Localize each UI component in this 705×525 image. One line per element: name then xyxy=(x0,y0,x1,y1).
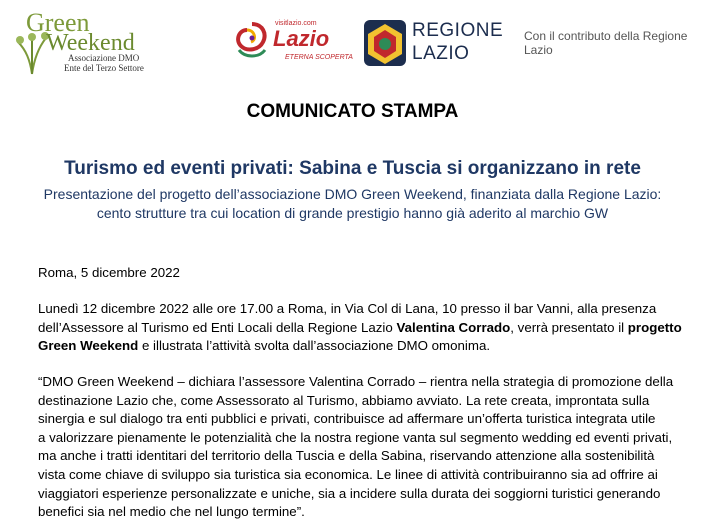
p1-text: e illustrata l’attività svolta dall’associazione DMO omonima. xyxy=(138,338,491,354)
paragraph-2-line: benefici sia nel medio che nel lungo termine”. xyxy=(38,504,305,520)
paragraph-2 xyxy=(38,373,678,522)
paragraph-2-line: vista come chiave di sviluppo sia turistica sia economica. Le linee di attività contribuiranno sia ad offrire ai xyxy=(38,466,658,482)
regione-lazio-crest-icon xyxy=(362,18,408,68)
gw-logo-sub1: Associazione DMO xyxy=(68,53,140,63)
visit-lazio-logo xyxy=(233,18,353,68)
paragraph-1-line xyxy=(38,337,678,356)
gw-logo-sub2: Ente del Terzo Settore xyxy=(64,63,144,73)
lazio-swirl-icon xyxy=(233,20,271,60)
paragraph-1-line: Lunedì 12 dicembre 2022 alle ore 17.00 a Roma, in Via Col di Lana, 10 presso il bar Vanni, alla presenza xyxy=(38,301,657,316)
paragraph-2-line: sinergia e sul dialogo tra enti pubblici e privati, contribuisce ad affermare un’offerta turistica integrata utile xyxy=(38,411,656,427)
gw-logo-line1: Green xyxy=(26,8,90,37)
p1-text: , verrà presentato il xyxy=(510,319,628,335)
comunicato-heading: COMUNICATO STAMPA xyxy=(246,101,459,122)
paragraph-1 xyxy=(38,300,682,356)
press-subtitle-line1: Presentazione del progetto dell’associazione DMO Green Weekend, finanziata dalla Regione Lazio: xyxy=(43,186,662,202)
regione-lazio-logo xyxy=(360,16,510,70)
paragraph-1-line xyxy=(38,319,682,338)
p1-bold-gw: Green Weekend xyxy=(38,338,139,354)
paragraph-2-line: viaggiatori esperienze personalizzate e uniche, sia a incidere sulla durata dei soggiorni turistici generando xyxy=(38,485,661,501)
green-weekend-logo xyxy=(8,6,168,76)
p1-bold-name: Valentina Corrado xyxy=(396,319,511,335)
press-title: Turismo ed eventi privati: Sabina e Tuscia si organizzano in rete xyxy=(64,158,641,179)
lazio-logo-tagline: ETERNA SCOPERTA xyxy=(285,54,353,61)
p1-text: dell’Assessore al Turismo ed Enti Locali della Regione Lazio xyxy=(38,319,397,335)
lazio-logo-word: Lazio xyxy=(273,26,330,51)
paragraph-2-line: destinazione Lazio che, come Assessorato al Turismo, abbiamo avviato. La rete creata, improntata sulla xyxy=(38,392,650,408)
p1-bold-progetto: progetto xyxy=(627,319,682,335)
paragraph-2-line: a valorizzare pienamente le potenzialità che la nostra regione vanta sul segmento wedding ed eventi privati, xyxy=(38,429,673,445)
regione-logo-line2: LAZIO xyxy=(412,43,470,64)
paragraph-2-line: “DMO Green Weekend – dichiara l’assessore Valentina Corrado – rientra nella strategia di promozione della xyxy=(38,374,674,389)
header xyxy=(0,0,705,80)
paragraph-2-line: ma anche i tratti identitari del territorio della Tuscia e della Sabina, riservando attenzione alla sostenibilità xyxy=(38,448,655,464)
regione-logo-line1: REGIONE xyxy=(412,20,504,41)
contributo-label: Con il contributo della Regione Lazio xyxy=(524,29,688,57)
lazio-logo-small: visitlazio.com xyxy=(275,20,317,27)
press-date: Roma, 5 dicembre 2022 xyxy=(38,265,180,280)
press-subtitle-line2: cento strutture tra cui location di grande prestigio hanno già aderito al marchio GW xyxy=(96,205,609,221)
gw-logo-line2: Weekend xyxy=(46,30,135,56)
